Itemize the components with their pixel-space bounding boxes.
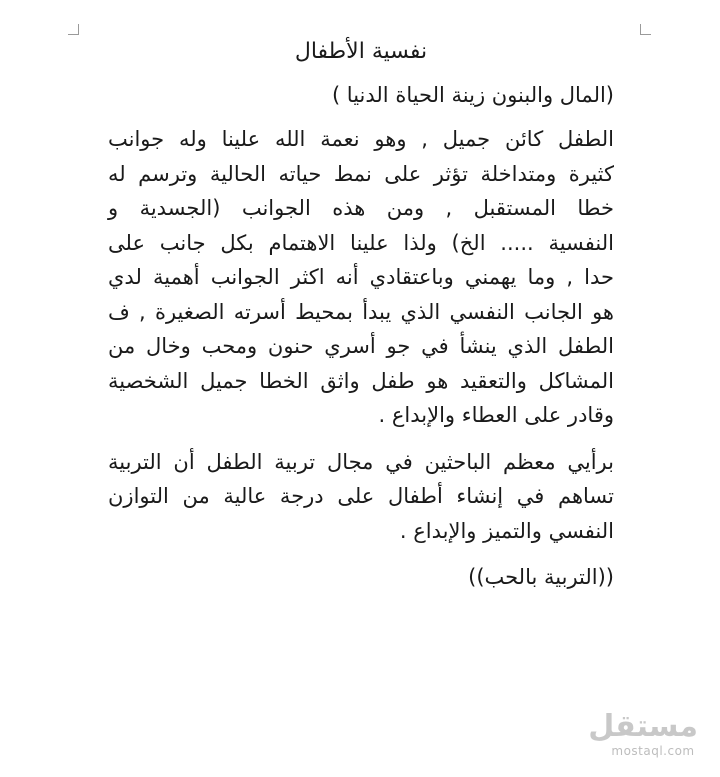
verse-text: (المال والبنون زينة الحياة الدنيا ) [331, 83, 614, 107]
verse-line [108, 78, 614, 112]
page-corner-mark-top-right [640, 24, 651, 35]
closing-line [108, 560, 614, 594]
watermark-domain: mostaql.com [611, 744, 695, 758]
watermark-logo: مستقل [588, 709, 698, 744]
paragraph-1-line: خطا المستقبل , ومن هذه الجوانب (الجسدية و [108, 196, 614, 220]
paragraph-1-line: الطفل الذي ينشأ في جو أسري حنون ومحب وخال من [108, 334, 614, 358]
paragraph-2-line: تساهم في إنشاء أطفال على درجة عالية من التوازن [108, 484, 614, 508]
page-corner-mark-top-left [68, 24, 79, 35]
paragraph-2 [108, 445, 614, 549]
paragraph-1-line: النفسية ..... الخ) ولذا علينا الاهتمام بكل جانب على [108, 230, 614, 255]
paragraph-2-line: النفسي والتميز والإبداع . [399, 518, 614, 543]
document-title: نفسية الأطفال [294, 39, 428, 64]
paragraph-1-line: حدا , وما يهمني وباعتقادي أنه اكثر الجوانب أهمية لدي [108, 265, 614, 289]
document-body [108, 34, 614, 594]
paragraph-1-line: الطفل كائن جميل , وهو نعمة الله علينا وله جوانب [108, 127, 614, 151]
paragraph-1 [108, 122, 614, 433]
paragraph-1-line: هو الجانب النفسي الذي يبدأ بمحيط أسرته الصغيرة , ف [108, 299, 614, 324]
paragraph-1-line: وقادر على العطاء والإبداع . [378, 403, 614, 427]
paragraph-1-line: كثيرة ومتداخلة تؤثر على نمط حياته الحالية وترسم له [108, 161, 614, 186]
paragraph-2-line: برأيي معظم الباحثين في مجال تربية الطفل أن التربية [108, 449, 614, 474]
mostaql-watermark [588, 709, 698, 770]
closing-text: ((التربية بالحب)) [468, 565, 614, 589]
paragraph-1-line: المشاكل والتعقيد هو طفل واثق الخطا جميل الشخصية [108, 368, 614, 393]
